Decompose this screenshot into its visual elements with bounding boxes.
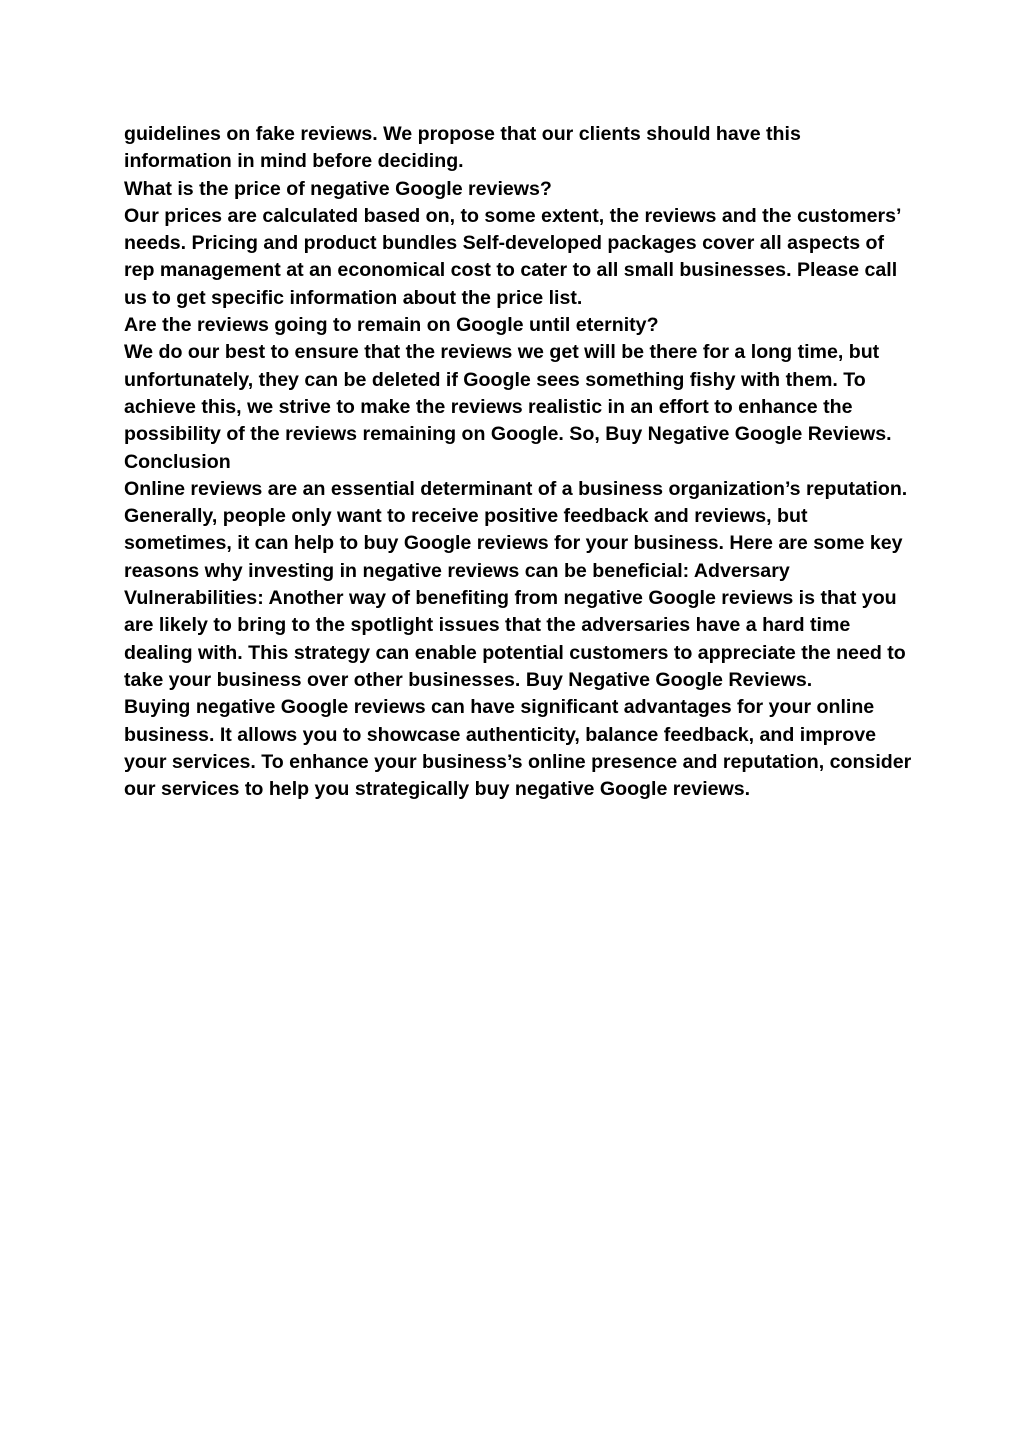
paragraph-buying-negative-reviews: Buying negative Google reviews can have significant advantages for your online business. It allows you to showcase authenticity, balance feedback, and improve your services. To enhance your business’s online presence and reputation, consider our services to help you strategically buy negative Google reviews.	[124, 696, 912, 801]
paragraph-review-longevity: We do our best to ensure that the reviews we get will be there for a long time, but unfortunately, they can be deleted if Google sees something fishy with them. To achieve this, we strive to make the reviews realistic in an effort to enhance the possibility of the reviews remaining on Google. So, Buy Negative Google Reviews.	[124, 341, 892, 446]
paragraph-pricing: Our prices are calculated based on, to some extent, the reviews and the customers’ needs. Pricing and product bundles Self-developed packages cover all aspects of rep management at an economical cost to cater to all small businesses. Please call us to get specific information about the price list.	[124, 204, 901, 309]
paragraph-fake-reviews-guidelines: guidelines on fake reviews. We propose that our clients should have this information in mind before deciding.	[124, 123, 801, 173]
heading-price-question: What is the price of negative Google reviews?	[124, 177, 552, 200]
heading-eternity-question: Are the reviews going to remain on Google until eternity?	[124, 314, 659, 337]
document-body	[124, 121, 914, 803]
paragraph-online-reviews: Online reviews are an essential determinant of a business organization’s reputation. Generally, people only want to receive positive feedback and reviews, but sometimes, it can help to buy Google reviews for your business. Here are some key reasons why investing in negative reviews can be beneficial: Adversary Vulnerabilities: Another way of benefiting from negative Google reviews is that you are likely to bring to the spotlight issues that the adversaries have a hard time dealing with. This strategy can enable potential customers to appreciate the need to take your business over other businesses. Buy Negative Google Reviews.	[124, 477, 908, 691]
heading-conclusion: Conclusion	[124, 450, 231, 473]
